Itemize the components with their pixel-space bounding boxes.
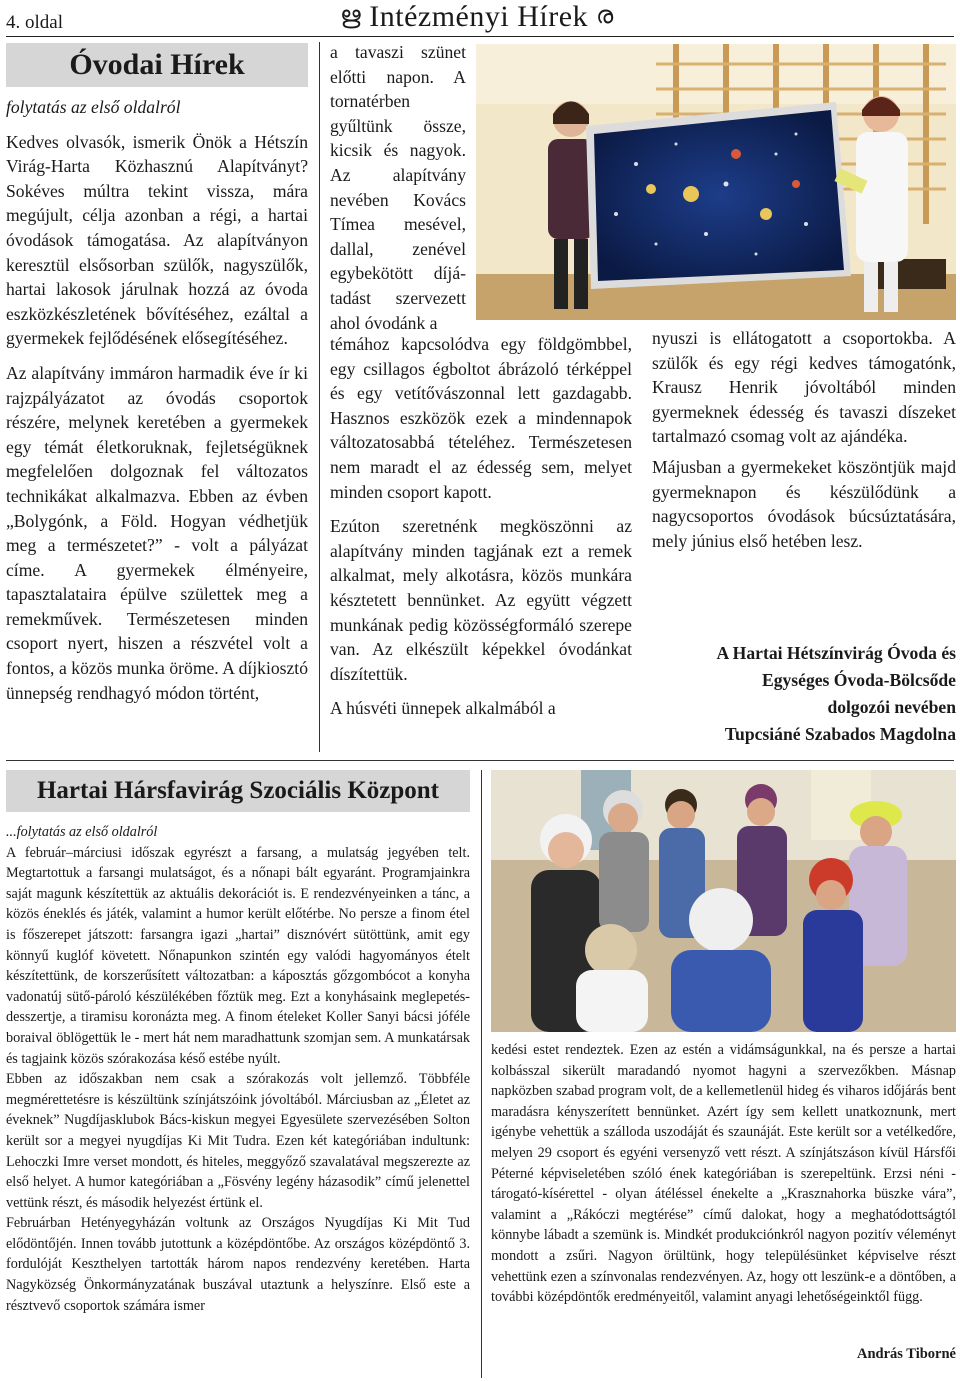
column-divider — [481, 770, 482, 1378]
section-header-title: Intézményi Hírek — [369, 0, 589, 33]
header-divider — [6, 36, 954, 37]
ovoda-column-2 — [330, 332, 632, 721]
paragraph: Az alapítvány immáron harmadik éve ír ki rajzpályázatot az óvodás csoportok részére, melynek keretében a gyermekek egy témát életkoruknak, fejletségüknek megfelelően dolgoznak fel változatos technikákat alkalmazva. Ebben az évben „Bolygónk, a Föld. Hogyan védhetjük meg a természetet?” - volt a pályázat címe. A gyermekek élményeire, tapasztalataira épülve születtek meg a remekművek. Természetesen minden csoport nyert, hiszen a részvétel volt a fontos, a közös munka öröme. A díjkiosztó ünnepség rendhagyó módon történt, — [6, 362, 308, 703]
left-ornament-icon: ഋ — [340, 3, 362, 29]
harsfa-signature: András Tiborné — [857, 1346, 956, 1362]
paragraph: Februárban Hetényegyházán voltunk az Országos Nyugdíjas Ki Mit Tud elődöntőjén. Innen tovább jutottunk a középdöntőbe. Az országos középdöntő 3. fordulóját Keszthelyen tartották három napos rendezvény keretében. Harta Nagyközség Önkormányzatának buszával utaztunk a helyszínre. Első este a résztvevő csoportok számára ismer — [6, 1215, 470, 1314]
paragraph: témához kapcsolódva egy földgömbbel, egy csillagos égboltot ábrázoló térképpel és egy vetítővászonnal lett gazdagabb. Hasznos eszközök ezek a mindennapok változatosabbá tételéhez. Természetesen nem maradt el az édesség sem, melyet minden csoport kapott. — [330, 334, 632, 502]
paragraph: nyuszi is ellátogatott a csoportokba. A szülők és egy régi kedves támogatónk, Krausz Henrik jóvoltából minden gyermeknek édesség és tavaszi díszeket tartalmazó csomag volt az ajándéka. — [652, 328, 956, 447]
ovoda-column-3 — [652, 326, 956, 553]
column-divider — [319, 42, 320, 752]
continued-note: folytatás az első oldalról — [6, 97, 181, 117]
paragraph: a tavaszi szünet előtti napon. A tornatérben gyűltünk össze, kicsik és nagyok. Az alapítvány nevében Kovács Tímea mesével, dallal, zenével egybekötött díjátadást szervezett ahol óvodánk a — [330, 42, 466, 333]
section-header — [340, 0, 960, 34]
harsfa-section-title: Hartai Hársfavirág Szociális Központ — [6, 770, 470, 812]
seniors-photo — [491, 770, 956, 1032]
ovoda-section-title: Óvodai Hírek — [6, 43, 308, 87]
kindergarten-photo — [476, 44, 956, 320]
paragraph: kedési estet rendeztek. Ezen az estén a vidámságunkkal, na és persze a hartai kolbásszal sikerült maradandó nyomot hagyni a szervezőkben. Másnap napközben szabad program volt, de a kellemetlenül hideg és viharos időjárás bent maradásra kényszerített bennünket. Azért így sem kellett unatkoznunk, mert igénybe vehettük a szálloda uszodáját és szaunáját. Este került sor a vetélkedőre, melyen 29 csoport és egyéni versenyző vett részt. A színjátszáson kívül Hársfői Péterné képviseletében szóló ének kategóriában is szerepeltünk. Erzsi néni - tárogató-kísérettel - olyan átéléssel énekelte a „Krasznahorka büszke vára”, valamint a „Rákóczi megtérése” című dalokat, hogy a meghatódottságtól könnybe lábadt a szemünk is. Mindkét produkciónkról nagyon pozitív véleményt mondott a zsűri. Nagyon örültünk, hogy településünket képviselve részt vehettünk ezen a színvonalas rendezvényen. Az, hogy ott leszünk-e a döntőben, a további középdöntők eredményeitől, valamint anyagi lehetőségeinktől függ. — [491, 1042, 956, 1306]
signature-line: dolgozói nevében — [827, 697, 956, 717]
paragraph: A február–márciusi időszak egyrészt a farsang, a mulatság jegyében telt. Megtartottuk a farsangi mulatságot, és a nőnapi bált egyaránt. Programjainkra saját magunk készítettük az aktuális dekorációt is. E rendezvényeinken a tánc, a közös éneklés és játék, valamint a humor került előtérbe. No persze a finom étel is főszerepet játszott: farsangra igazi „hartai” disznóvért sütöttünk, amit egy könnyű kuglóf követett. Nőnapunkon szintén egy valódi hagyományos ételt készítettünk, de korszerűsített változatban: a káposztás gőzgombócot a konyha vadonatúj sütő-pároló készülékében főztük meg. Ezt a konyhásaink meglepetés-desszertje, a tiramisu koronázta meg. A finom ételeket Koller Sanyi bácsi jóféle boraival öblögettük le - mert hát nem maradhattunk szomjan sem. A munkatársak és tagjaink közös szórakozása késő estébe nyúlt. — [6, 844, 470, 1067]
page-number: 4. oldal — [6, 12, 63, 33]
paragraph: Ebben az időszakban nem csak a szórakozás volt jellemző. Többféle megmérettetésre is készültünk színjátszóink jóvoltából. Márciusban az „Életet az éveknek” Nugdíjasklubok Bács-kiskun megyei Egyesülete szervezésében Solton került sor a megyei nyugdíjas Ki Mit Tudra. Ezen két kategóriában indultunk: Lehoczki Imre verset mondott, és hiteles, meggyőző szavalatával megszerezte az első helyet. A humor kategóriában a „Fösvény legény házasodik” című jelenettel vettünk részt, és második helyezést értünk el. — [6, 1071, 470, 1211]
signature-line: A Hartai Hétszínvirág Óvoda és — [716, 643, 956, 663]
paragraph: Májusban a gyermekeket köszöntjük majd gyermeknapon és készülődünk a nagycsoportos óvodások búcsúztatására, mely június első hetében lesz. — [652, 456, 956, 551]
ovoda-signature — [650, 640, 956, 748]
section-divider — [6, 760, 954, 761]
ovoda-column-2-narrow — [330, 40, 466, 335]
harsfa-column-1 — [6, 822, 470, 1316]
right-ornament-icon: ര — [596, 3, 614, 29]
paragraph: Kedves olvasók, ismerik Önök a Hétszín Virág-Harta Közhasznú Alapítványt? Sokéves múltra tekint vissza, mára megújult, célja azonban a régi, a hartai óvodások támogatása. Az alapítványon keresztül elsősorban szülők, nagyszülők, hartai lakosok járulnak hozzá az óvoda eszközkészletének bővítéséhez, ezáltal a gyermekek fejlődésének elősegítéséhez. — [6, 131, 308, 349]
signature-line: Egységes Óvoda-Bölcsőde — [761, 670, 956, 690]
harsfa-column-2 — [491, 1040, 956, 1308]
signature-line: Tupcsiáné Szabados Magdolna — [724, 724, 956, 744]
continued-note: ...folytatás az első oldalról — [6, 824, 158, 840]
paragraph: Ezúton szeretnénk megköszönni az alapítvány minden tagjának ezt a remek alkalmat, mely alkotásra, közös munkára késztetett bennünket. Az együtt végzett munkának pedig közösségformáló szerepe van. Az elkészült képekkel óvodánkat díszítettük. — [330, 516, 632, 684]
ovoda-column-1 — [6, 95, 308, 705]
paragraph: A húsvéti ünnepek alkalmából a — [330, 698, 556, 719]
